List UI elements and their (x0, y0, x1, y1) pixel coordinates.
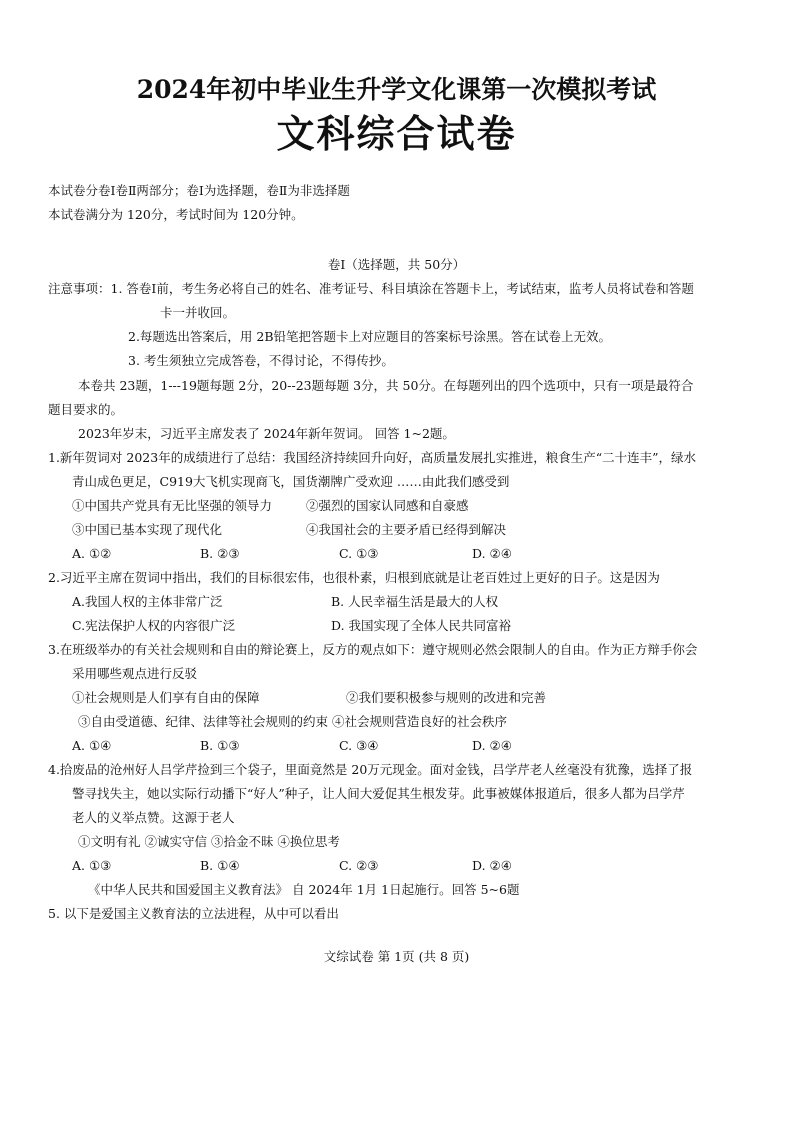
q1-stem-1: 1.新年贺词对 2023年的成绩进行了总结：我国经济持续回升向好，高质量发展扎实推进，粮食生产“二十连丰”，绿水 (48, 450, 696, 465)
section-heading: 卷Ⅰ（选择题，共 50分） (327, 257, 466, 272)
q4-option-c: C. ②③ (339, 858, 379, 873)
q1-option-c: C. ①③ (339, 546, 379, 561)
exam-title: 2024年初中毕业生升学文化课第一次模拟考试 (136, 75, 657, 104)
q1-statement-2: ②强烈的国家认同感和自豪感 (306, 498, 469, 513)
q4-option-b: B. ①④ (200, 858, 240, 873)
q3-option-a: A. ①④ (72, 738, 112, 753)
instruction-line-1: 本卷共 23题，1---19题每题 2分，20--23题每题 3分，共 50分。在每题列出的四个选项中，只有一项是最符合 (78, 378, 694, 393)
intro-line-2: 本试卷满分为 120分，考试时间为 120分钟。 (48, 207, 304, 222)
q1-option-d: D. ②④ (472, 546, 512, 561)
q2-option-b: B. 人民幸福生活是最大的人权 (331, 594, 499, 609)
lead-q1-2: 2023年岁末，习近平主席发表了 2024年新年贺词。 回答 1~2题。 (78, 426, 455, 441)
q1-statement-4: ④我国社会的主要矛盾已经得到解决 (306, 522, 507, 537)
q3-statement-2: ②我们要积极参与规则的改进和完善 (346, 690, 547, 705)
q4-statements: ①文明有礼 ②诚实守信 ③拾金不昧 ④换位思考 (78, 834, 340, 849)
q2-stem: 2.习近平主席在贺词中指出，我们的目标很宏伟，也很朴素，归根到底就是让老百姓过上更好的日子。这是因为 (48, 570, 660, 585)
q5-stem: 5. 以下是爱国主义教育法的立法进程，从中可以看出 (48, 906, 339, 921)
q1-option-a: A. ①② (72, 546, 112, 561)
q3-stem-1: 3.在班级举办的有关社会规则和自由的辩论赛上，反方的观点如下：遵守规则必然会限制人的自由。作为正方辩手你会 (48, 642, 698, 657)
q3-stem-2: 采用哪些观点进行反驳 (72, 666, 198, 681)
q3-statement-3-4: ③自由受道德、纪律、法律等社会规则的约束 ④社会规则营造良好的社会秩序 (78, 714, 507, 729)
q1-option-b: B. ②③ (200, 546, 240, 561)
exam-subtitle: 文科综合试卷 (276, 111, 517, 156)
q2-option-c: C.宪法保护人权的内容很广泛 (72, 618, 236, 633)
lead-q5-6: 《中华人民共和国爱国主义教育法》 自 2024年 1月 1日起施行。回答 5~6题 (88, 882, 520, 897)
note-3: 3. 考生须独立完成答卷，不得讨论，不得传抄。 (128, 353, 394, 368)
q3-statement-1: ①社会规则是人们享有自由的保障 (72, 690, 260, 705)
q2-option-d: D. 我国实现了全体人民共同富裕 (331, 618, 512, 633)
q3-option-d: D. ②④ (472, 738, 512, 753)
q4-option-d: D. ②④ (472, 858, 512, 873)
q3-option-c: C. ③④ (339, 738, 379, 753)
q1-statement-1: ①中国共产党具有无比坚强的领导力 (72, 498, 273, 513)
q4-stem-1: 4.拾废品的沧州好人吕学芹捡到三个袋子，里面竟然是 20万元现金。面对金钱，吕学芹老人丝毫没有犹豫，选择了报 (48, 762, 693, 777)
q4-stem-3: 老人的义举点赞。这源于老人 (72, 810, 235, 825)
q4-stem-2: 警寻找失主，她以实际行动播下“好人”种子，让人间大爱促其生根发芽。此事被媒体报道后，很多人都为吕学芹 (72, 786, 685, 801)
page-footer: 文综试卷 第 1页 (共 8 页) (323, 949, 470, 964)
q4-option-a: A. ①③ (72, 858, 112, 873)
intro-line-1: 本试卷分卷Ⅰ卷Ⅱ两部分；卷Ⅰ为选择题，卷Ⅱ为非选择题 (48, 183, 350, 198)
q1-stem-2: 青山成色更足，C919大飞机实现商飞，国货潮牌广受欢迎 ……由此我们感受到 (72, 474, 510, 489)
note-1-cont: 卡一并收回。 (160, 305, 236, 320)
q1-statement-3: ③中国已基本实现了现代化 (72, 522, 223, 537)
q3-option-b: B. ①③ (200, 738, 240, 753)
q2-option-a: A.我国人权的主体非常广泛 (72, 594, 223, 609)
note-1: 注意事项：1. 答卷Ⅰ前，考生务必将自己的姓名、准考证号、科目填涂在答题卡上，考试结束，监考人员将试卷和答题 (48, 281, 694, 296)
instruction-line-2: 题目要求的。 (48, 402, 124, 417)
note-2: 2.每题选出答案后，用 2B铅笔把答题卡上对应题目的答案标号涂黑。答在试卷上无效。 (128, 329, 612, 344)
